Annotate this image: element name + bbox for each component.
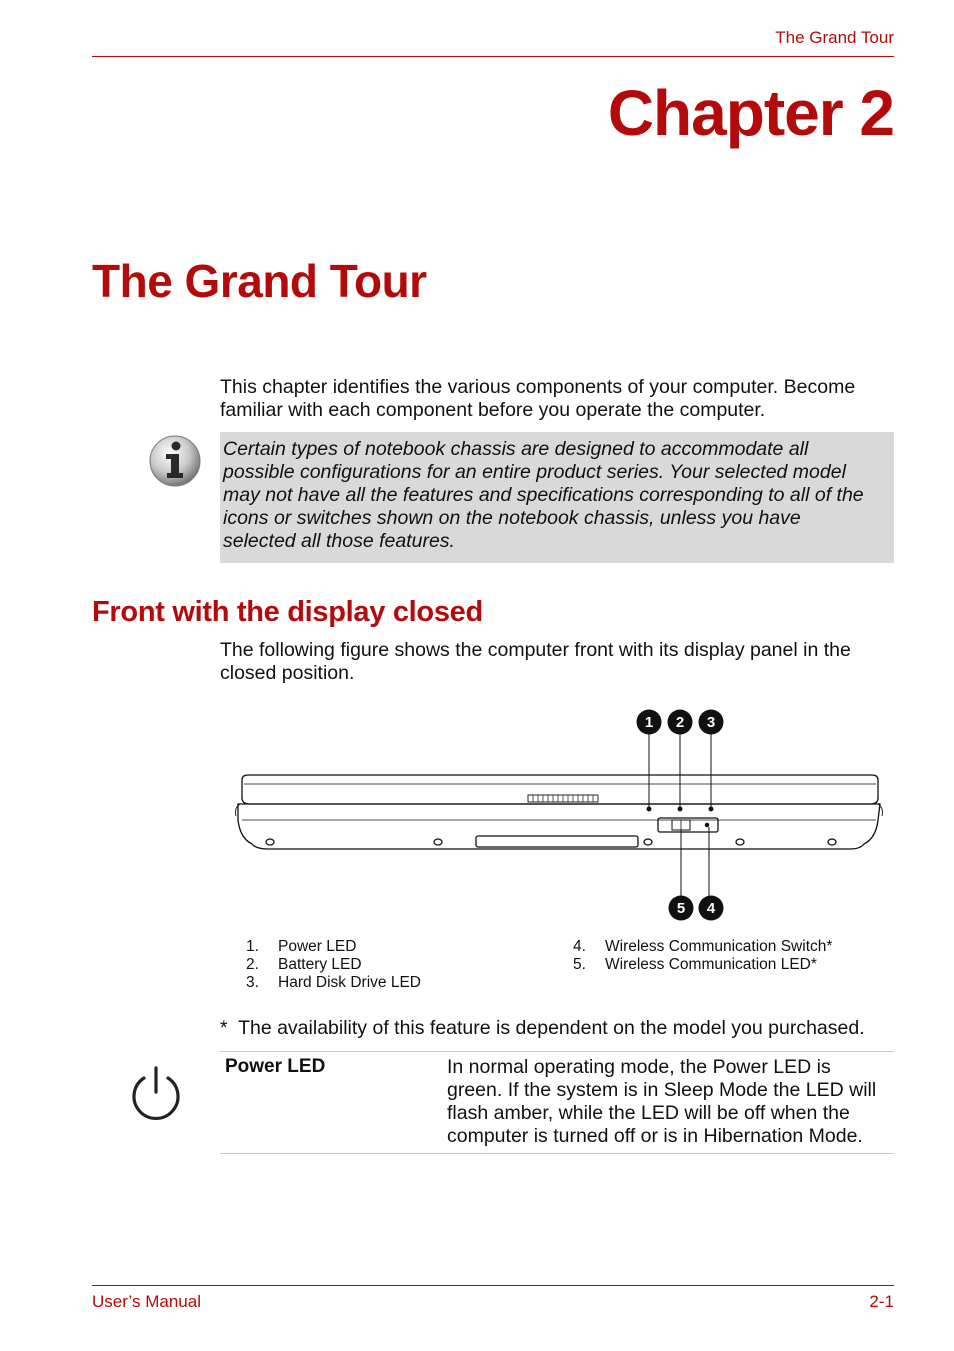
footer-page-number: 2-1 (869, 1292, 894, 1311)
legend-item: 2. Battery LED (246, 956, 362, 973)
table-bottom-rule (220, 1153, 894, 1154)
intro-paragraph (220, 376, 894, 422)
led-desc-line: In normal operating mode, the Power LED is (447, 1056, 831, 1078)
note-line: Certain types of notebook chassis are designed to accommodate all (223, 438, 809, 460)
led-description (447, 1056, 894, 1148)
header-rule (92, 56, 894, 57)
intro-line: familiar with each component before you operate the computer. (220, 399, 766, 421)
callout-5: 5 (676, 900, 686, 917)
note-line: icons or switches shown on the notebook chassis, unless you have (223, 507, 801, 529)
led-desc-line: computer is turned off or is in Hibernation Mode. (447, 1125, 863, 1147)
page-title: The Grand Tour (92, 255, 427, 307)
section-heading: Front with the display closed (92, 596, 483, 628)
led-desc-line: green. If the system is in Sleep Mode the LED will (447, 1079, 877, 1101)
note-box (220, 432, 894, 563)
footer-rule (92, 1285, 894, 1286)
led-term: Power LED (225, 1056, 326, 1077)
legend-right (573, 938, 832, 974)
footer-left: User’s Manual (92, 1292, 201, 1311)
section-line: closed position. (220, 662, 355, 684)
note-line: may not have all the features and specifications corresponding to all of the (223, 484, 864, 506)
legend-item: 5. Wireless Communication LED* (573, 956, 817, 973)
chapter-title: Chapter 2 (607, 77, 894, 149)
section-paragraph (220, 639, 894, 685)
legend-item: 3. Hard Disk Drive LED (246, 974, 421, 991)
legend-item: 1. Power LED (246, 938, 357, 955)
intro-line: This chapter identifies the various components of your computer. Become (220, 376, 856, 398)
led-desc-line: flash amber, while the LED will be off when the (447, 1102, 850, 1124)
callout-1: 1 (644, 714, 654, 731)
callout-3: 3 (706, 714, 716, 731)
power-icon (128, 1062, 184, 1122)
legend-item: 4. Wireless Communication Switch* (573, 938, 833, 955)
note-line: selected all those features. (223, 530, 455, 552)
section-line: The following figure shows the computer front with its display panel in the (220, 639, 851, 661)
callout-2: 2 (675, 714, 685, 731)
footnote: * The availability of this feature is dependent on the model you purchased. (220, 1017, 865, 1039)
running-header: The Grand Tour (775, 28, 894, 47)
info-icon (148, 434, 202, 488)
callout-4: 4 (706, 900, 716, 917)
laptop-front-figure (220, 700, 894, 930)
note-line: possible configurations for an entire product series. Your selected model (223, 461, 846, 483)
legend-left (246, 938, 421, 992)
table-top-rule (220, 1051, 894, 1052)
